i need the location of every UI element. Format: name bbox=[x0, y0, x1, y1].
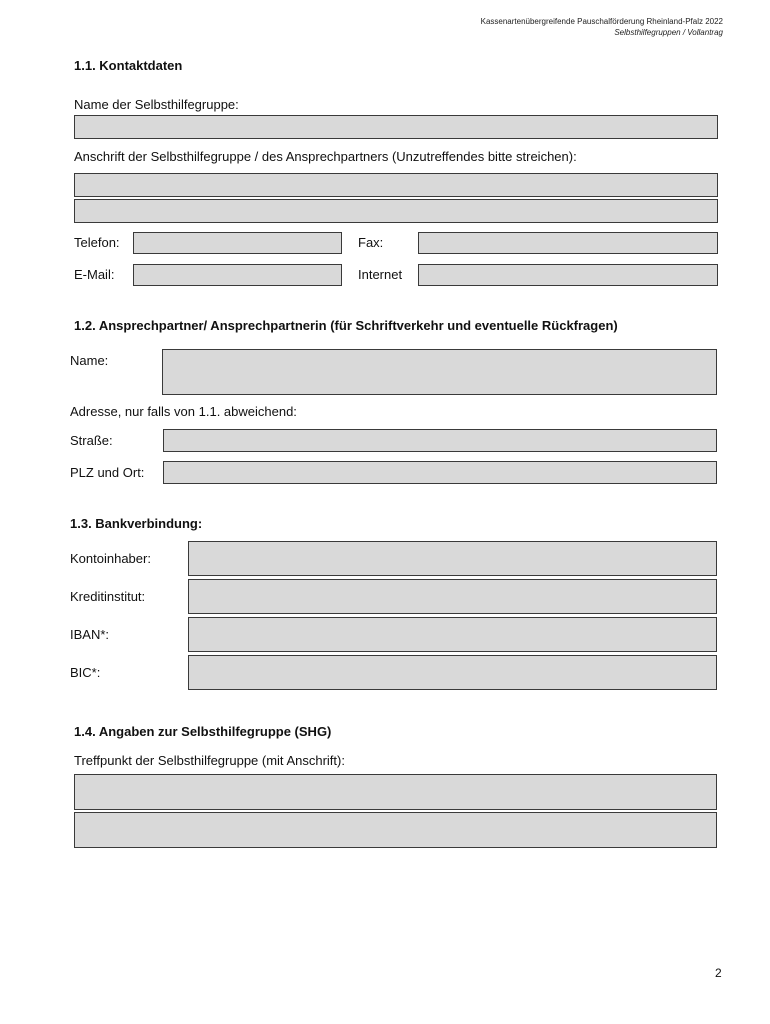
group-name-field[interactable] bbox=[74, 115, 718, 139]
meeting-place-field-line-1[interactable] bbox=[74, 774, 717, 810]
header-line-2: Selbsthilfegruppen / Vollantrag bbox=[614, 28, 723, 37]
zip-city-label: PLZ und Ort: bbox=[70, 465, 145, 480]
section-heading-1-2: 1.2. Ansprechpartner/ Ansprechpartnerin (für Schriftverkehr und eventuelle Rückfragen) bbox=[74, 318, 618, 333]
header-line-1: Kassenartenübergreifende Pauschalförderung Rheinland-Pfalz 2022 bbox=[480, 17, 723, 26]
meeting-place-label: Treffpunkt der Selbsthilfegruppe (mit Anschrift): bbox=[74, 753, 345, 768]
meeting-place-field-line-2[interactable] bbox=[74, 812, 717, 848]
email-label: E-Mail: bbox=[74, 267, 115, 282]
fax-label: Fax: bbox=[358, 235, 384, 250]
fax-field[interactable] bbox=[418, 232, 718, 254]
address-label: Anschrift der Selbsthilfegruppe / des Ansprechpartners (Unzutreffendes bitte streichen): bbox=[74, 149, 577, 164]
iban-field[interactable] bbox=[188, 617, 717, 652]
section-heading-1-3: 1.3. Bankverbindung: bbox=[70, 516, 203, 531]
internet-field[interactable] bbox=[418, 264, 718, 286]
page-number: 2 bbox=[715, 966, 722, 980]
account-holder-field[interactable] bbox=[188, 541, 717, 576]
bic-field[interactable] bbox=[188, 655, 717, 690]
iban-label: IBAN*: bbox=[70, 627, 110, 642]
street-field[interactable] bbox=[163, 429, 717, 452]
street-label: Straße: bbox=[70, 433, 113, 448]
bank-name-label: Kreditinstitut: bbox=[70, 589, 146, 604]
bic-label: BIC*: bbox=[70, 665, 101, 680]
section-heading-1-1: 1.1. Kontaktdaten bbox=[74, 58, 183, 73]
phone-field[interactable] bbox=[133, 232, 342, 254]
contact-name-field[interactable] bbox=[162, 349, 717, 395]
bank-name-field[interactable] bbox=[188, 579, 717, 614]
group-name-label: Name der Selbsthilfegruppe: bbox=[74, 97, 239, 112]
internet-label: Internet bbox=[358, 267, 403, 282]
address-field-line-2[interactable] bbox=[74, 199, 718, 223]
address-field-line-1[interactable] bbox=[74, 173, 718, 197]
alt-address-note: Adresse, nur falls von 1.1. abweichend: bbox=[70, 404, 297, 419]
zip-city-field[interactable] bbox=[163, 461, 717, 484]
section-heading-1-4: 1.4. Angaben zur Selbsthilfegruppe (SHG) bbox=[74, 724, 332, 739]
contact-name-label: Name: bbox=[70, 353, 109, 368]
document-header bbox=[481, 16, 723, 38]
account-holder-label: Kontoinhaber: bbox=[70, 551, 151, 566]
phone-label: Telefon: bbox=[74, 235, 120, 250]
email-field[interactable] bbox=[133, 264, 342, 286]
